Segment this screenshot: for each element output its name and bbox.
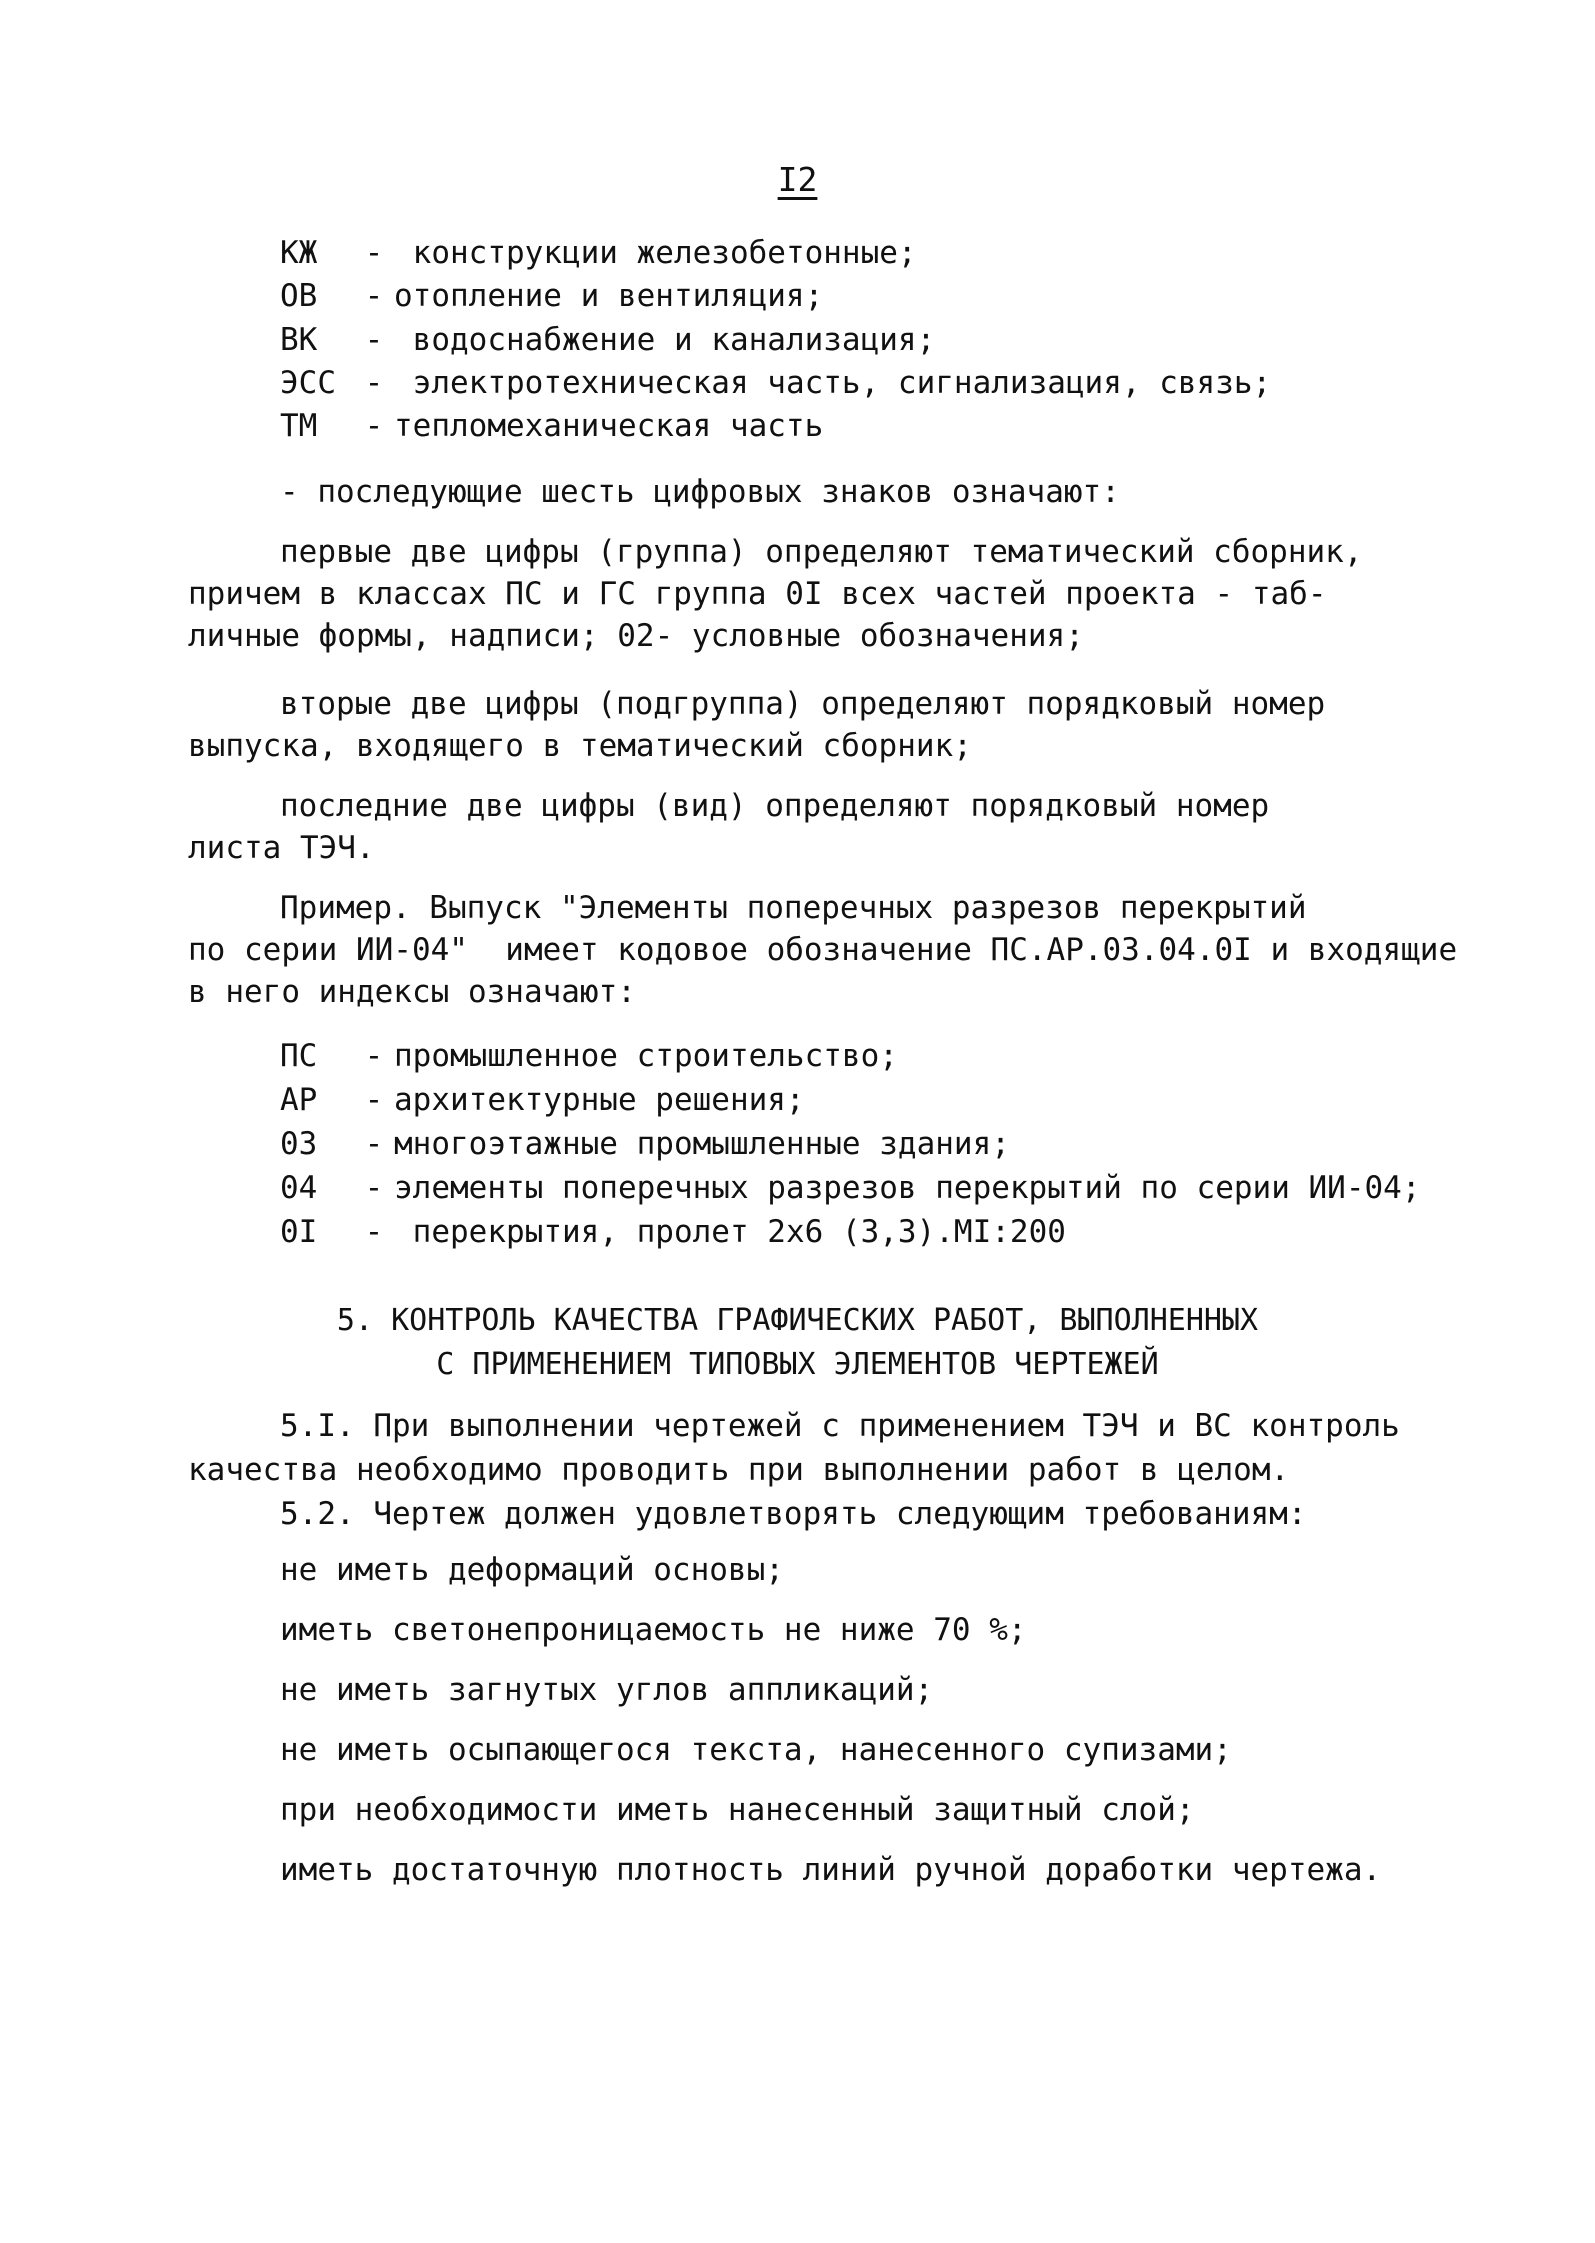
code-text: отопление и вентиляция; [394, 278, 824, 314]
code-text: многоэтажные промышленные здания; [394, 1126, 1010, 1162]
code-text: конструкции железобетонные; [412, 235, 917, 271]
paragraph-line: выпуска, входящего в тематический сборник; [188, 728, 972, 764]
code-text: элементы поперечных разрезов перекрытий по серии ИИ-04; [394, 1170, 1421, 1206]
code-abbr: АР [280, 1082, 318, 1118]
code-text: тепломеханическая часть [394, 408, 824, 444]
clause-line: качества необходимо проводить при выполнении работ в целом. [188, 1452, 1290, 1488]
code-text: перекрытия, пролет 2х6 (3,3).МI:200 [412, 1214, 1066, 1250]
code-text: водоснабжение и канализация; [412, 322, 936, 358]
paragraph-line: вторые две цифры (подгруппа) определяют порядковый номер [280, 686, 1326, 722]
code-text: промышленное строительство; [394, 1038, 898, 1074]
requirement-item: иметь светонепроницаемость не ниже 70 %; [280, 1612, 1027, 1648]
section-heading-line-2: С ПРИМЕНЕНИЕМ ТИПОВЫХ ЭЛЕМЕНТОВ ЧЕРТЕЖЕЙ [436, 1347, 1159, 1382]
code-text: электротехническая часть, сигнализация, связь; [412, 365, 1272, 401]
clause-line: 5.I. При выполнении чертежей с применением ТЭЧ и ВС контроль [280, 1408, 1400, 1444]
requirement-item: не иметь осыпающегося текста, нанесенного супизами; [280, 1732, 1232, 1768]
paragraph-line: листа ТЭЧ. [188, 830, 375, 866]
code-abbr: ВК [280, 322, 318, 358]
code-item-ess: ЭСС - электротехническая часть, сигнализация, связь; [280, 365, 1272, 401]
code-text: архитектурные решения; [394, 1082, 805, 1118]
example-line: в него индексы означают: [188, 974, 636, 1010]
requirement-item: не иметь загнутых углов аппликаций; [280, 1672, 934, 1708]
example-code-item: 04 - элементы поперечных разрезов перекрытий по серии ИИ-04; [280, 1170, 1421, 1206]
code-abbr: ПС [280, 1038, 318, 1074]
section-heading-line-1: 5. КОНТРОЛЬ КАЧЕСТВА ГРАФИЧЕСКИХ РАБОТ, ВЫПОЛНЕННЫХ [336, 1303, 1259, 1338]
code-abbr: ЭСС [280, 365, 336, 401]
example-line: Пример. Выпуск "Элементы поперечных разрезов перекрытий [280, 890, 1307, 926]
code-abbr: ОВ [280, 278, 318, 314]
requirement-item: не иметь деформаций основы; [280, 1552, 784, 1588]
requirement-item: иметь достаточную плотность линий ручной доработки чертежа. [280, 1852, 1382, 1888]
example-code-item: ПС - промышленное строительство; [280, 1038, 898, 1074]
page-number: I2 [777, 160, 818, 199]
example-code-item: 03 - многоэтажные промышленные здания; [280, 1126, 1010, 1162]
code-abbr: 03 [280, 1126, 318, 1162]
digits-intro: - последующие шесть цифровых знаков означают: [280, 474, 1120, 510]
code-abbr: 04 [280, 1170, 318, 1206]
example-code-item: 0I - перекрытия, пролет 2х6 (3,3).МI:200 [280, 1214, 1066, 1250]
code-abbr: 0I [280, 1214, 318, 1250]
code-item-vk: ВК - водоснабжение и канализация; [280, 322, 936, 358]
code-item-ov: ОВ - отопление и вентиляция; [280, 278, 824, 314]
example-code-item: АР - архитектурные решения; [280, 1082, 805, 1118]
code-abbr: КЖ [280, 235, 318, 271]
paragraph-line: причем в классах ПС и ГС группа 0I всех частей проекта - таб- [188, 576, 1327, 612]
clause-line: 5.2. Чертеж должен удовлетворять следующим требованиям: [280, 1496, 1307, 1532]
code-item-tm: ТМ - тепломеханическая часть [280, 408, 824, 444]
code-item-kzh: КЖ - конструкции железобетонные; [280, 235, 917, 271]
code-abbr: ТМ [280, 408, 318, 444]
requirement-item: при необходимости иметь нанесенный защитный слой; [280, 1792, 1195, 1828]
paragraph-line: последние две цифры (вид) определяют порядковый номер [280, 788, 1270, 824]
paragraph-line: первые две цифры (группа) определяют тематический сборник, [280, 534, 1363, 570]
paragraph-line: личные формы, надписи; 02- условные обозначения; [188, 618, 1084, 654]
example-line: по серии ИИ-04" имеет кодовое обозначение ПС.АР.03.04.0I и входящие [188, 932, 1458, 968]
